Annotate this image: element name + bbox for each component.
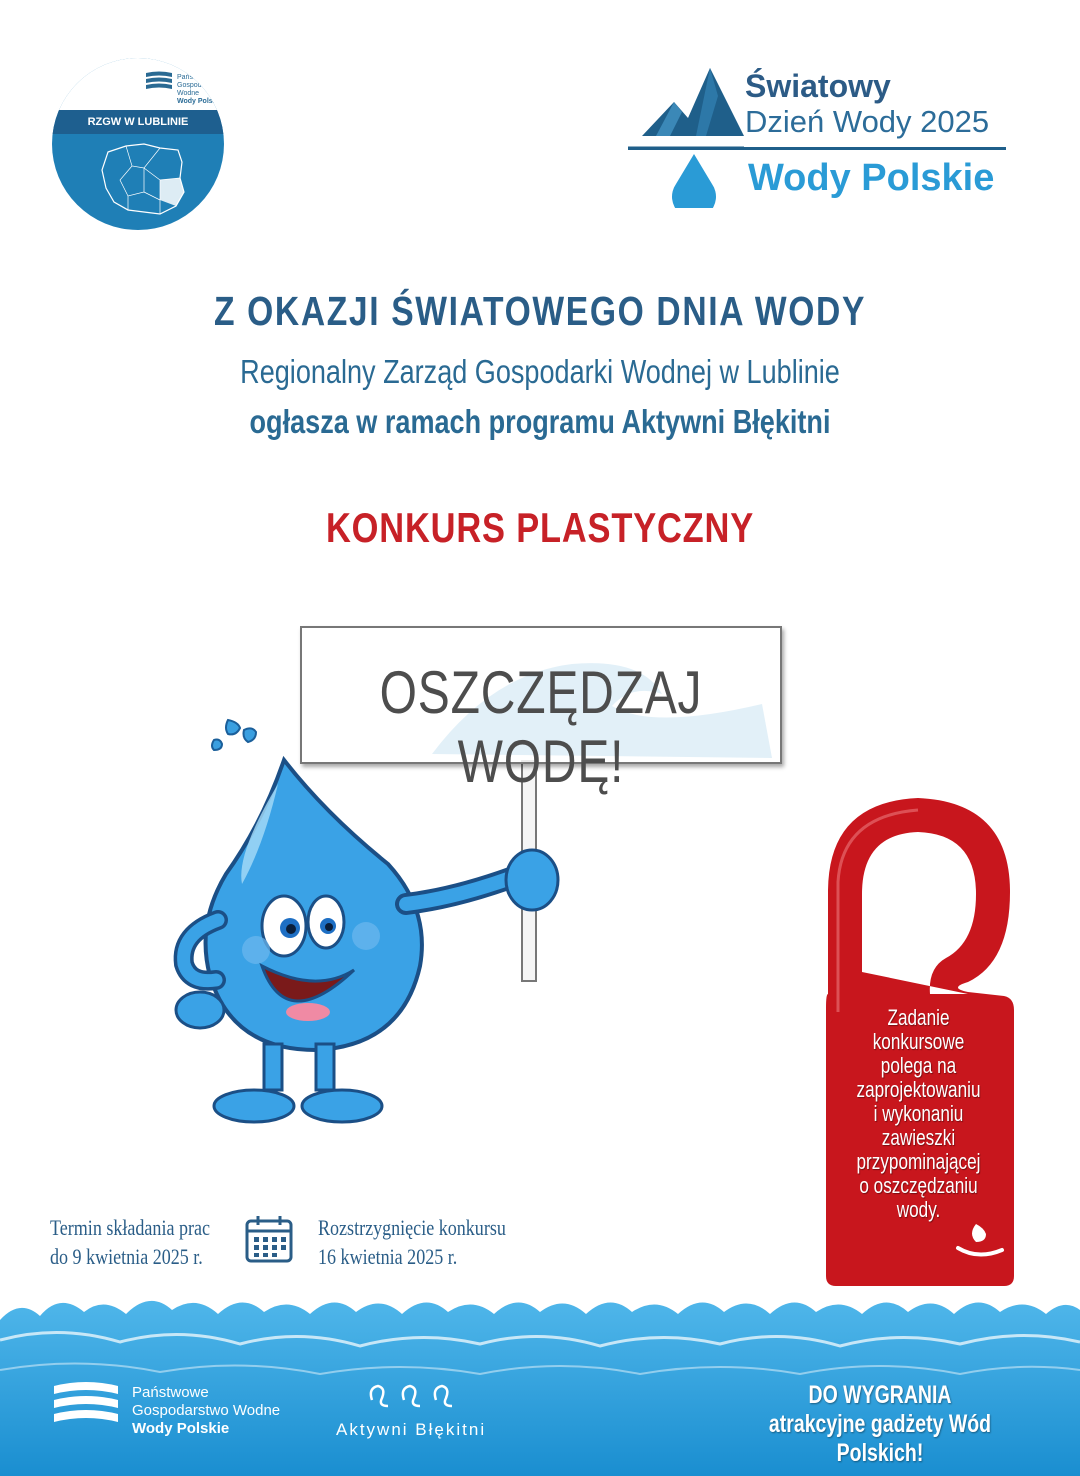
pgw-footer-logo-icon bbox=[50, 1380, 122, 1432]
hanger-line: przypominającej bbox=[856, 1149, 981, 1174]
logo-rule bbox=[628, 147, 1006, 150]
pgw-line2: Gospodarstwo Wodne bbox=[132, 1402, 281, 1419]
event-logo-line1: Światowy bbox=[745, 68, 891, 104]
deadline-label: Termin składania prac bbox=[50, 1215, 211, 1240]
contest-heading: KONKURS PLASTYCZNY bbox=[325, 504, 755, 551]
event-logo-line3: Wody Polskie bbox=[748, 157, 995, 199]
deadline-value: do 9 kwietnia 2025 r. bbox=[50, 1244, 203, 1269]
program-heading: ogłasza w ramach programu Aktywni Błękitni bbox=[249, 403, 831, 440]
pgw-logo-icon bbox=[144, 70, 174, 92]
mountain-drop-logo-icon bbox=[626, 66, 746, 208]
hanger-line: o oszczędzaniu bbox=[859, 1173, 978, 1198]
aktywni-blekitni-logo-icon bbox=[366, 1382, 476, 1412]
sign-text: OSZCZĘDZAJ WODĘ! bbox=[379, 659, 703, 795]
hanger-task-text bbox=[846, 1006, 990, 1222]
main-heading: Z OKAZJI ŚWIATOWEGO DNIA WODY bbox=[213, 288, 867, 334]
water-drop-mascot-icon bbox=[166, 714, 576, 1124]
badge-band: RZGW W LUBLINIE bbox=[52, 110, 224, 134]
hanger-line: Zadanie konkursowe bbox=[872, 1005, 965, 1054]
aktywni-blekitni-text: Aktywni Błękitni bbox=[336, 1420, 487, 1439]
pgw-line3: Wody Polskie bbox=[132, 1420, 230, 1437]
badge-org-line3: Wody Polskie bbox=[177, 98, 223, 105]
prize-text bbox=[763, 1381, 997, 1468]
pgw-footer-text bbox=[132, 1384, 280, 1438]
calendar-icon bbox=[244, 1214, 294, 1264]
pgw-line1: Państwowe bbox=[132, 1384, 209, 1401]
hanger-line: wody. bbox=[896, 1197, 941, 1222]
hanger-line: zawieszki bbox=[881, 1125, 956, 1150]
result-block bbox=[318, 1213, 506, 1271]
org-heading: Regionalny Zarząd Gospodarki Wodnej w Lublinie bbox=[240, 353, 840, 390]
result-value: 16 kwietnia 2025 r. bbox=[318, 1244, 458, 1269]
poland-map-icon bbox=[98, 140, 188, 220]
hanger-line: zaprojektowaniu bbox=[856, 1077, 981, 1102]
prize-line2: atrakcyjne gadżety Wód Polskich! bbox=[768, 1410, 992, 1467]
prize-line1: DO WYGRANIA bbox=[808, 1381, 952, 1409]
hanger-line: i wykonaniu bbox=[873, 1101, 964, 1126]
result-label: Rozstrzygnięcie konkursu bbox=[318, 1215, 506, 1240]
badge-org-line1: Państwowe bbox=[177, 74, 213, 81]
rzgw-badge bbox=[52, 58, 224, 230]
deadline-block bbox=[50, 1213, 210, 1271]
hanger-line: polega na bbox=[880, 1053, 957, 1078]
badge-org-line2: Gospodarstwo Wodne bbox=[177, 82, 223, 97]
event-logo-line2: Dzień Wody 2025 bbox=[745, 104, 990, 139]
